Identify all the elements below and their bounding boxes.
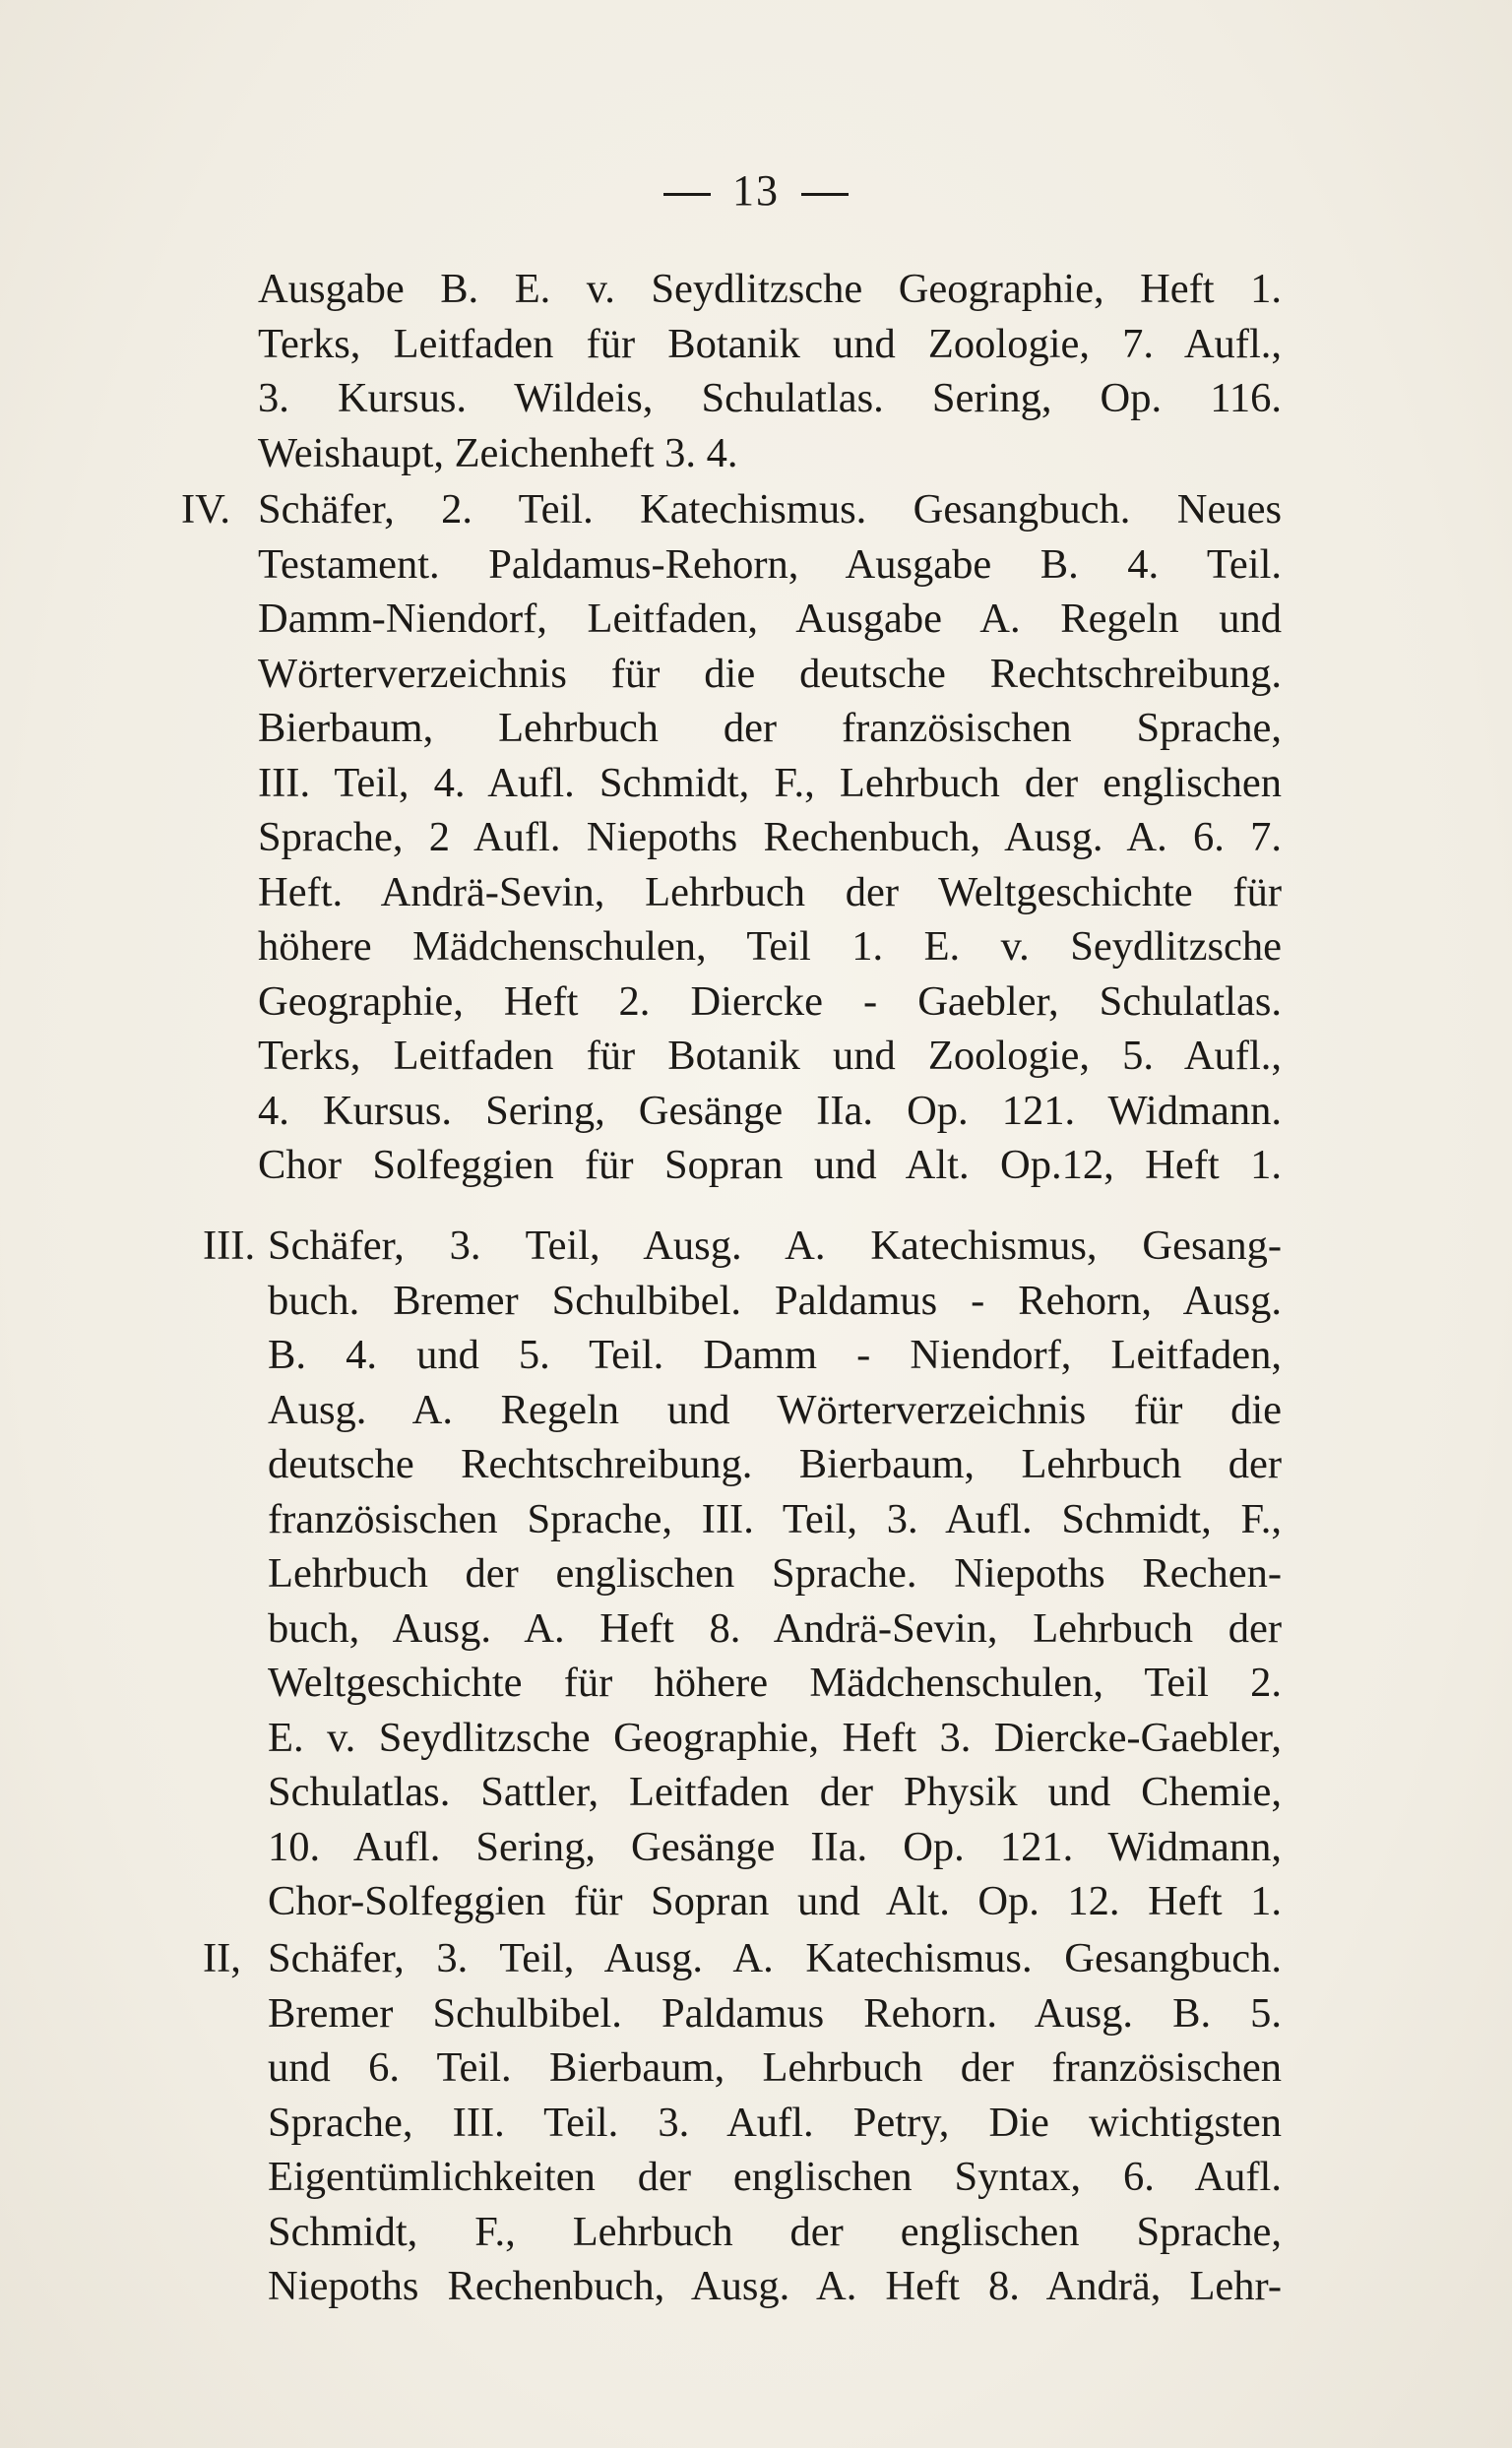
text-line: Damm-Niendorf, Leitfaden, Ausgabe A. Regeln und: [258, 596, 1282, 642]
text-line: Eigentümlichkeiten der englischen Syntax, 6. Aufl.: [268, 2154, 1282, 2200]
text-line: Geographie, Heft 2. Diercke - Gaebler, Schulatlas.: [258, 977, 1282, 1025]
text-line: 3. Kursus. Wildeis, Schulatlas. Sering, Op. 116.: [258, 375, 1282, 421]
section-marker-iv: IV.: [181, 486, 230, 533]
text-line: Bremer Schulbibel. Paldamus Rehorn. Ausg. B. 5.: [268, 1989, 1282, 2037]
text-line: E. v. Seydlitzsche Geographie, Heft 3. Diercke-Gaebler,: [268, 1714, 1282, 1761]
text-line: Niepoths Rechenbuch, Ausg. A. Heft 8. Andrä, Lehr-: [268, 2263, 1282, 2309]
text-line: Heft. Andrä-Sevin, Lehrbuch der Weltgeschichte für: [258, 868, 1282, 915]
text-line: Chor Solfeggien für Sopran und Alt. Op.12, Heft 1.: [258, 1142, 1282, 1188]
section-ii: [268, 1931, 1282, 2314]
text-line: Chor-Solfeggien für Sopran und Alt. Op. 12. Heft 1.: [268, 1878, 1282, 1924]
text-line: Sprache, 2 Aufl. Niepoths Rechenbuch, Ausg. A. 6. 7.: [258, 814, 1282, 860]
text-line: buch. Bremer Schulbibel. Paldamus - Rehorn, Ausg.: [268, 1277, 1282, 1324]
section-iv: [258, 482, 1282, 1193]
text-line: und 6. Teil. Bierbaum, Lehrbuch der französischen: [268, 2044, 1282, 2091]
text-line: Schäfer, 3. Teil, Ausg. A. Katechismus. Gesangbuch.: [268, 1935, 1282, 1981]
section-marker-ii: II,: [203, 1935, 241, 1981]
text-line: Schäfer, 2. Teil. Katechismus. Gesangbuch. Neues: [258, 486, 1282, 533]
text-line: Weltgeschichte für höhere Mädchenschulen, Teil 2.: [268, 1660, 1282, 1706]
dash-left: [663, 193, 711, 196]
text-line: III. Teil, 4. Aufl. Schmidt, F., Lehrbuch der englischen: [258, 759, 1282, 806]
section-iii: [268, 1219, 1282, 1929]
section-marker-iii: III.: [203, 1223, 256, 1269]
text-line: Terks, Leitfaden für Botanik und Zoologie, 7. Aufl.,: [258, 320, 1282, 367]
text-line: B. 4. und 5. Teil. Damm - Niendorf, Leitfaden,: [268, 1332, 1282, 1378]
text-line: deutsche Rechtschreibung. Bierbaum, Lehrbuch der: [268, 1441, 1282, 1487]
text-line: Terks, Leitfaden für Botanik und Zoologie, 5. Aufl.,: [258, 1033, 1282, 1079]
page-number-text: 13: [732, 166, 780, 215]
text-line: Bierbaum, Lehrbuch der französischen Sprache,: [258, 705, 1282, 751]
text-line: Sprache, III. Teil. 3. Aufl. Petry, Die wichtigsten: [268, 2099, 1282, 2146]
text-line: Schmidt, F., Lehrbuch der englischen Sprache,: [268, 2208, 1282, 2255]
dash-right: [801, 193, 849, 196]
text-line: Wörterverzeichnis für die deutsche Rechtschreibung.: [258, 650, 1282, 697]
section-continuation: [258, 262, 1282, 480]
text-line: Weishaupt, Zeichenheft 3. 4.: [258, 429, 738, 476]
text-line: Schäfer, 3. Teil, Ausg. A. Katechismus, Gesang-: [268, 1223, 1282, 1269]
text-line: höhere Mädchenschulen, Teil 1. E. v. Seydlitzsche: [258, 923, 1282, 970]
text-line: 10. Aufl. Sering, Gesänge IIa. Op. 121. Widmann,: [268, 1823, 1282, 1870]
text-line: Schulatlas. Sattler, Leitfaden der Physik und Chemie,: [268, 1769, 1282, 1815]
text-line: Ausg. A. Regeln und Wörterverzeichnis für die: [268, 1386, 1282, 1433]
text-line: französischen Sprache, III. Teil, 3. Aufl. Schmidt, F.,: [268, 1495, 1282, 1542]
text-line: buch, Ausg. A. Heft 8. Andrä-Sevin, Lehrbuch der: [268, 1604, 1282, 1652]
page-number: [0, 165, 1512, 216]
text-line: 4. Kursus. Sering, Gesänge IIa. Op. 121. Widmann.: [258, 1087, 1282, 1134]
text-line: Ausgabe B. E. v. Seydlitzsche Geographie, Heft 1.: [258, 266, 1282, 312]
text-line: Testament. Paldamus-Rehorn, Ausgabe B. 4. Teil.: [258, 540, 1282, 588]
text-line: Lehrbuch der englischen Sprache. Niepoths Rechen-: [268, 1550, 1282, 1597]
